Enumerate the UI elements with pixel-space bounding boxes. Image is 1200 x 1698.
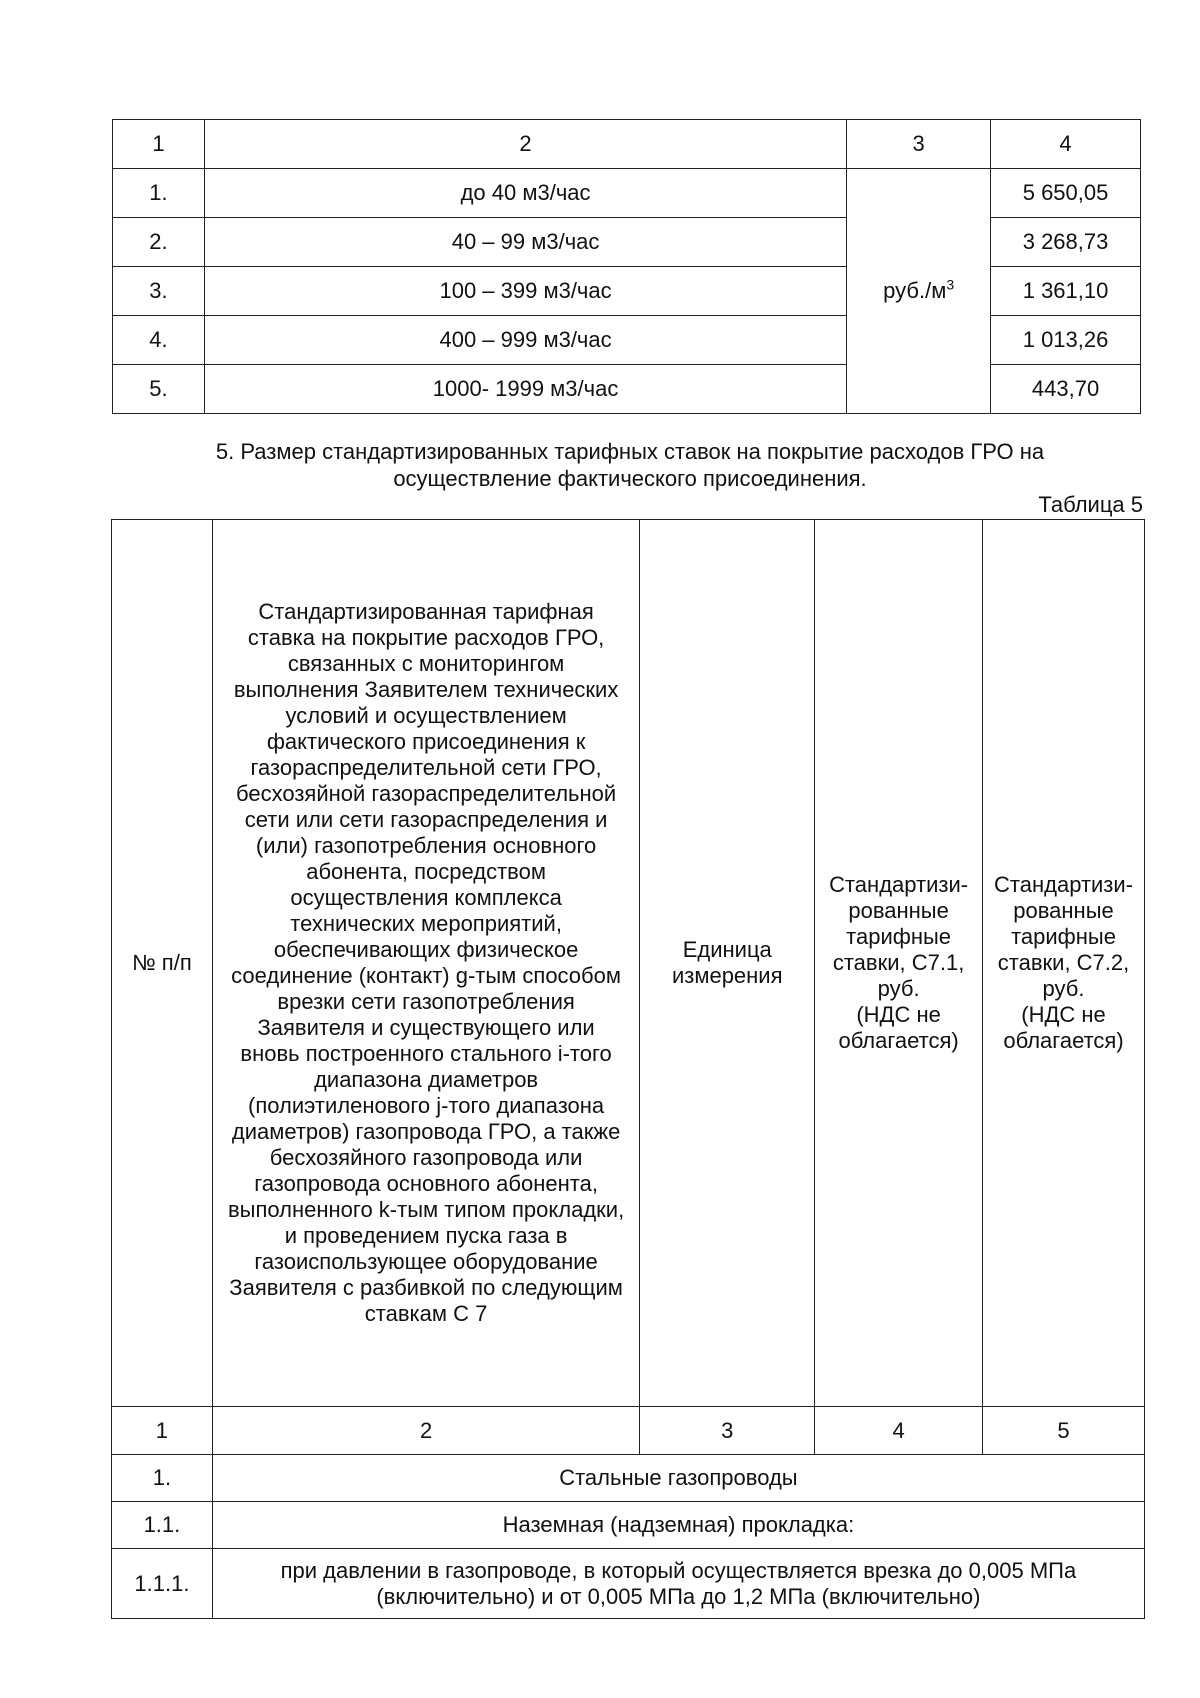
section-title: Стальные газопроводы bbox=[212, 1455, 1144, 1502]
row-description: при давлении в газопроводе, в который осуществляется врезка до 0,005 МПа (включительно) и от 0,005 МПа до 1,2 МПа (включительно) bbox=[212, 1549, 1144, 1619]
row-number: 1.1. bbox=[112, 1502, 213, 1549]
col-rate-c72-header: Стандартизи- рованные тарифные ставки, С7.2, руб. (НДС не облагается) bbox=[983, 520, 1145, 1407]
subsection-title: Наземная (надземная) прокладка: bbox=[212, 1502, 1144, 1549]
table-label: Таблица 5 bbox=[1038, 492, 1143, 517]
unit-superscript: 3 bbox=[946, 276, 955, 293]
column-number: 2 bbox=[212, 1407, 640, 1455]
column-number: 1 bbox=[112, 1407, 213, 1455]
row-number: 5. bbox=[113, 365, 205, 414]
table-row bbox=[113, 169, 1141, 218]
unit-text: руб./м bbox=[883, 278, 947, 303]
column-number: 5 bbox=[983, 1407, 1145, 1455]
rate-value: 1 361,10 bbox=[991, 267, 1141, 316]
table-5 bbox=[111, 519, 1145, 1619]
row-number: 1. bbox=[113, 169, 205, 218]
flow-range: до 40 м3/час bbox=[204, 169, 846, 218]
row-number: 1.1.1. bbox=[112, 1549, 213, 1619]
table-row bbox=[112, 1549, 1145, 1619]
rate-value: 1 013,26 bbox=[991, 316, 1141, 365]
section-heading: 5. Размер стандартизированных тарифных ставок на покрытие расходов ГРО на осуществление фактического присоединения. bbox=[215, 439, 1045, 491]
row-number: 2. bbox=[113, 218, 205, 267]
rate-value: 5 650,05 bbox=[991, 169, 1141, 218]
table-row bbox=[112, 1502, 1145, 1549]
flow-range: 1000- 1999 м3/час bbox=[204, 365, 846, 414]
header-cell: 3 bbox=[847, 120, 991, 169]
row-number: 4. bbox=[113, 316, 205, 365]
column-number: 3 bbox=[640, 1407, 815, 1455]
row-number: 1. bbox=[112, 1455, 213, 1502]
table-4 bbox=[112, 119, 1141, 414]
flow-range: 400 – 999 м3/час bbox=[204, 316, 846, 365]
col-rate-c71-header: Стандартизи- рованные тарифные ставки, С7.1, руб. (НДС не облагается) bbox=[815, 520, 983, 1407]
column-number: 4 bbox=[815, 1407, 983, 1455]
rate-value: 3 268,73 bbox=[991, 218, 1141, 267]
table-row bbox=[112, 1455, 1145, 1502]
unit-cell bbox=[847, 169, 991, 414]
rate-value: 443,70 bbox=[991, 365, 1141, 414]
col-number-header: № п/п bbox=[112, 520, 213, 1407]
flow-range: 100 – 399 м3/час bbox=[204, 267, 846, 316]
header-cell: 1 bbox=[113, 120, 205, 169]
row-number: 3. bbox=[113, 267, 205, 316]
flow-range: 40 – 99 м3/час bbox=[204, 218, 846, 267]
header-cell: 2 bbox=[204, 120, 846, 169]
col-description-header: Стандартизированная тарифная ставка на покрытие расходов ГРО, связанных с мониторингом выполнения Заявителем технических условий и осуществлением фактического присоединения к газораспределительной сети ГРО, бесхозяйной газораспределительной сети или сети газораспределения и (или) газопотребления основного абонента, посредством осуществления комплекса технических мероприятий, обеспечивающих физическое соединение (контакт) g-тым способом врезки сети газопотребления Заявителя и существующего или вновь построенного стального i-того диапазона диаметров (полиэтиленового j-того диапазона диаметров) газопровода ГРО, а также бесхозяйного газопровода или газопровода основного абонента, выполненного k-тым типом прокладки, и проведением пуска газа в газоиспользующее оборудование Заявителя с разбивкой по следующим ставкам С 7 bbox=[212, 520, 640, 1407]
column-number-row bbox=[112, 1407, 1145, 1455]
header-cell: 4 bbox=[991, 120, 1141, 169]
col-unit-header: Единица измерения bbox=[640, 520, 815, 1407]
table-header-row bbox=[112, 520, 1145, 1407]
table-header-row bbox=[113, 120, 1141, 169]
